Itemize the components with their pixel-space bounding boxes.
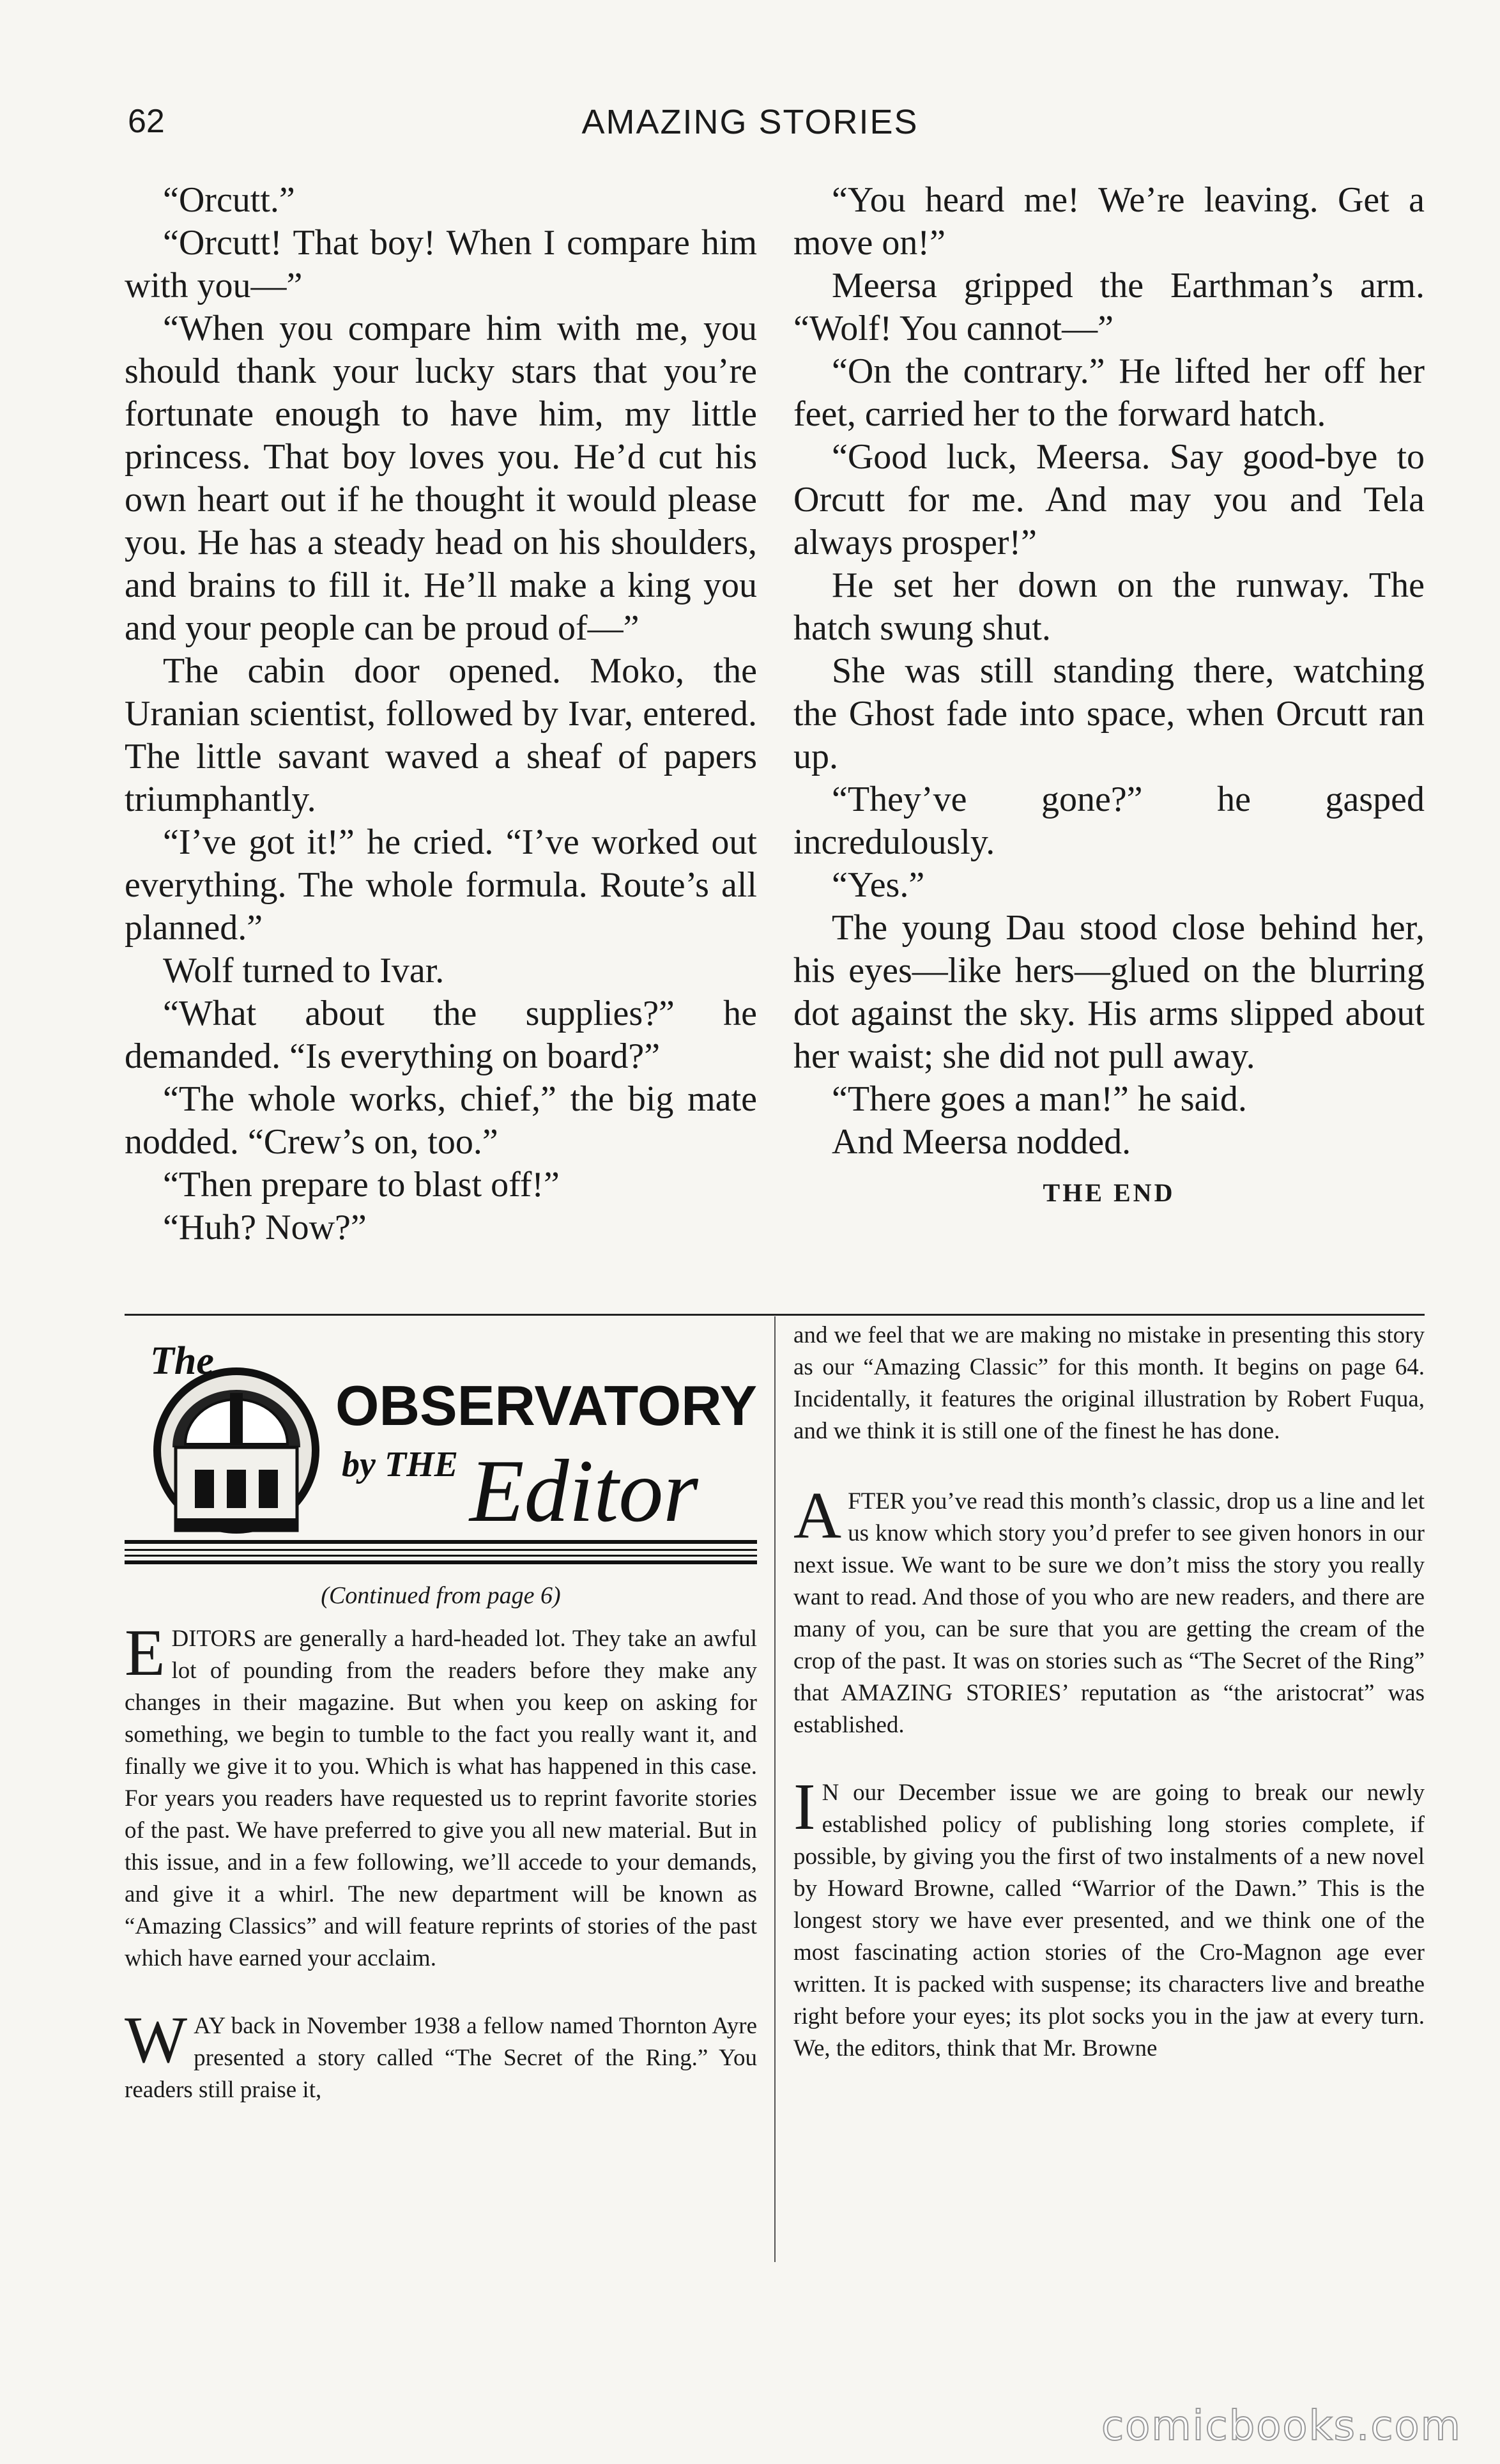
paragraph-text: FTER you’ve read this month’s classic, drop us a line and let us know which story you’d prefer to see given honors in our next issue. We want to be sure we don’t miss the story you really want to read. And those of you who are new readers, and there are many of you, can be sure that you are getting the cream of the crop of the past. It was on stories such as “The Secret of the Ring” that AMAZING STORIES’ reputation as “the aristocrat” was established. (793, 1488, 1425, 1738)
drop-cap: E (125, 1616, 165, 1690)
observatory-logo (125, 1329, 757, 1572)
drop-cap: W (125, 2003, 188, 2077)
magazine-title: AMAZING STORIES (581, 103, 919, 141)
observatory-logo-art (125, 1329, 757, 1572)
story-paragraph: “They’ve gone?” he gasped incredulously. (793, 780, 1425, 862)
story-paragraph: “Good luck, Meersa. Say good-bye to Orcutt for me. And may you and Tela always prosper!” (793, 437, 1425, 562)
logo-observatory-text: OBSERVATORY (335, 1374, 757, 1437)
logo-editor-text: Editor (470, 1442, 698, 1541)
continued-note: (Continued from page 6) (321, 1582, 561, 1609)
column-divider (774, 1316, 776, 2262)
editorial-paragraph (793, 1479, 1425, 1741)
story-column-left (125, 179, 757, 1249)
editorial-continuation: and we feel that we are making no mistake in presenting this story as our “Amazing Classic” for this month. It begins on page 64. Incidentally, it features the original illustration by Robert Fuqua, and we think it is still one of the finest he has done. (793, 1322, 1425, 1444)
story-paragraph: Meersa gripped the Earthman’s arm. “Wolf! You cannot—” (793, 266, 1425, 348)
story-paragraph: Wolf turned to Ivar. (163, 951, 445, 990)
story-paragraph: “Huh? Now?” (163, 1208, 367, 1247)
story-column-right (793, 179, 1425, 1214)
story-paragraph: “The whole works, chief,” the big mate nodded. “Crew’s on, too.” (125, 1079, 757, 1162)
logo-the-text: The (150, 1339, 214, 1383)
page-header (0, 102, 1500, 153)
drop-cap: A (793, 1479, 842, 1552)
page-number: 62 (128, 103, 165, 140)
section-divider (125, 1314, 1425, 1316)
editorial-column-right (793, 1320, 1425, 2100)
story-paragraph: She was still standing there, watching the Ghost fade into space, when Orcutt ran up. (793, 651, 1425, 776)
paragraph-text: DITORS are generally a hard-headed lot. They take an awful lot of pounding from the readers before they make any changes in their magazine. But when you keep on asking for something, we begin to tumble to the fact you really want it, and finally we give it to you. Which is what has happened in this case. For years you readers have requested us to reprint favorite stories of the past. We have preferred to give you all new material. But in this issue, and in a few following, we’ll accede to your demands, and give it a whirl. The new department will be known as “Amazing Classics” and will feature reprints of stories of the past which have earned your acclaim. (125, 1626, 757, 1971)
drop-cap: I (793, 1770, 816, 1844)
the-end-label: THE END (1043, 1178, 1175, 1207)
story-paragraph: The young Dau stood close behind her, his eyes—like hers—glued on the blurring dot against the sky. His arms slipped about her waist; she did not pull away. (793, 908, 1425, 1076)
story-paragraph: “There goes a man!” he said. (832, 1079, 1247, 1119)
story-paragraph: “Orcutt.” (163, 180, 295, 220)
story-paragraph: The cabin door opened. Moko, the Uranian scientist, followed by Ivar, entered. The little savant waved a sheaf of papers triumphantly. (125, 651, 757, 819)
editorial-column-left (125, 1616, 757, 2142)
story-paragraph: “Then prepare to blast off!” (163, 1165, 560, 1205)
site-watermark: comicbooks.com (1101, 2403, 1462, 2450)
logo-by-text: by THE (342, 1445, 458, 1484)
story-paragraph: “I’ve got it!” he cried. “I’ve worked out everything. The whole formula. Route’s all planned.” (125, 822, 757, 948)
editorial-paragraph (125, 2003, 757, 2106)
story-paragraph: “When you compare him with me, you should thank your lucky stars that you’re fortunate enough to have him, my little princess. That boy loves you. He’d cut his own heart out if he thought it would please you. He has a steady head on his shoulders, and brains to fill it. He’ll make a king you and your people can be proud of—” (125, 309, 757, 648)
story-paragraph: “Yes.” (832, 865, 925, 905)
story-paragraph: “Orcutt! That boy! When I compare him with you—” (125, 223, 757, 305)
editorial-paragraph (125, 1616, 757, 1975)
story-paragraph: “You heard me! We’re leaving. Get a move on!” (793, 180, 1425, 263)
story-paragraph: “On the contrary.” He lifted her off her feet, carried her to the forward hatch. (793, 351, 1425, 434)
story-paragraph: He set her down on the runway. The hatch swung shut. (793, 566, 1425, 648)
paragraph-text: AY back in November 1938 a fellow named Thornton Ayre presented a story called “The Secret of the Ring.” You readers still praise it, (125, 2013, 757, 2103)
editorial-paragraph (793, 1770, 1425, 2065)
story-paragraph: And Meersa nodded. (832, 1122, 1131, 1162)
paragraph-text: N our December issue we are going to break our newly established policy of publishing long stories complete, if possible, by giving you the first of two instalments of a new novel by Howard Browne, called “Warrior of the Dawn.” This is the longest story we have ever presented, and we think one of the most fascinating action stories of the Cro-Magnon age ever written. It is packed with suspense; its characters live and breathe right before your eyes; its plot socks you in the jaw at every turn. We, the editors, think that Mr. Browne (793, 1780, 1425, 2061)
story-paragraph: “What about the supplies?” he demanded. “Is everything on board?” (125, 994, 757, 1076)
